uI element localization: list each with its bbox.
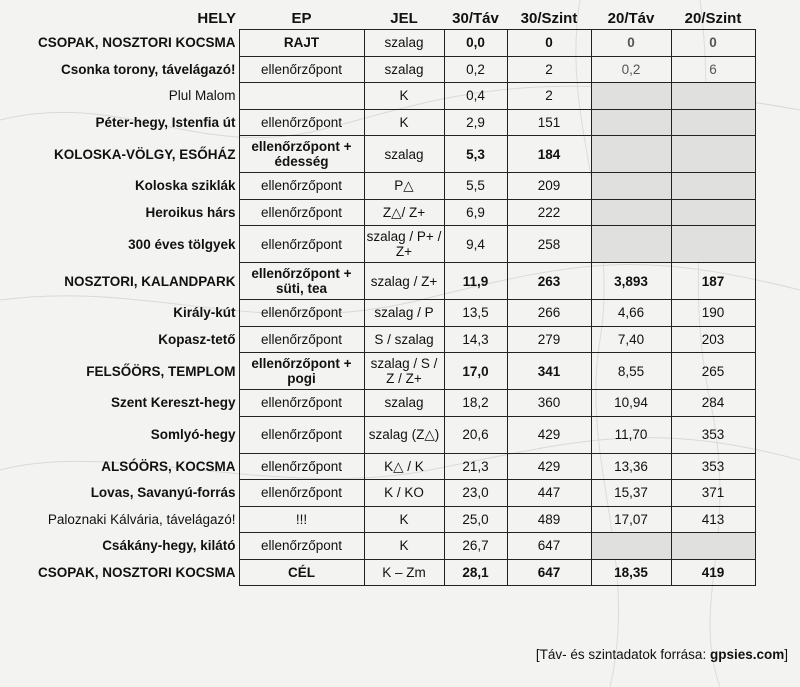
dist30-cell: 9,4 (444, 226, 507, 263)
dist30-cell: 25,0 (444, 506, 507, 533)
dist20-cell (591, 83, 671, 110)
route-table (6, 8, 756, 586)
header-30-tav: 30/Táv (452, 10, 499, 27)
ep-cell: ellenőrzőpont (239, 533, 364, 560)
header-ep: EP (291, 10, 312, 27)
jel-cell: szalag / P+ / Z+ (364, 226, 444, 263)
elev30-cell: 341 (507, 353, 591, 390)
elev30-cell: 263 (507, 263, 591, 300)
place-cell: CSOPAK, NOSZTORI KOCSMA (37, 564, 236, 580)
header-20-tav: 20/Táv (607, 10, 655, 27)
dist20-cell (591, 109, 671, 136)
table-row (6, 390, 755, 417)
elev20-cell: 353 (671, 416, 755, 453)
dist30-cell: 0,0 (444, 30, 507, 57)
dist30-cell: 13,5 (444, 300, 507, 327)
table-row (6, 506, 755, 533)
dist30-cell: 0,2 (444, 56, 507, 83)
ep-cell: ellenőrzőpont (239, 56, 364, 83)
elev30-cell: 0 (507, 30, 591, 57)
elev20-cell (671, 533, 755, 560)
ep-cell: ellenőrzőpont (239, 300, 364, 327)
dist30-cell: 14,3 (444, 326, 507, 353)
dist20-cell: 8,55 (591, 353, 671, 390)
dist30-cell: 6,9 (444, 199, 507, 226)
place-cell: Péter-hegy, Istenfia út (95, 114, 236, 130)
place-cell: KOLOSKA-VÖLGY, ESŐHÁZ (53, 146, 236, 162)
ep-cell: ellenőrzőpont (239, 480, 364, 507)
elev20-cell: 6 (671, 56, 755, 83)
place-cell: Plul Malom (168, 88, 236, 104)
elev30-cell: 151 (507, 109, 591, 136)
elev20-cell (671, 226, 755, 263)
ep-cell: ellenőrzőpont + pogi (239, 353, 364, 390)
dist30-cell: 28,1 (444, 559, 507, 586)
ep-cell: ellenőrzőpont (239, 226, 364, 263)
place-cell: Csonka torony, távelágazó! (60, 61, 236, 77)
source-footnote (520, 647, 788, 662)
elev30-cell: 279 (507, 326, 591, 353)
elev30-cell: 266 (507, 300, 591, 327)
dist20-cell: 0 (591, 30, 671, 57)
ep-cell: ellenőrzőpont (239, 199, 364, 226)
elev20-cell (671, 109, 755, 136)
table-row (6, 109, 755, 136)
elev20-cell: 419 (671, 559, 755, 586)
jel-cell: K (364, 109, 444, 136)
dist30-cell: 0,4 (444, 83, 507, 110)
elev20-cell: 203 (671, 326, 755, 353)
table-row (6, 173, 755, 200)
elev20-cell: 413 (671, 506, 755, 533)
ep-cell: ellenőrzőpont (239, 109, 364, 136)
jel-cell: szalag (364, 30, 444, 57)
dist20-cell: 17,07 (591, 506, 671, 533)
elev30-cell: 258 (507, 226, 591, 263)
footnote-prefix: [Táv- és szintadatok forrása: (535, 647, 710, 662)
jel-cell: szalag (364, 56, 444, 83)
elev30-cell: 2 (507, 56, 591, 83)
ep-cell: ellenőrzőpont + süti, tea (239, 263, 364, 300)
table-row (6, 226, 755, 263)
dist30-cell: 11,9 (444, 263, 507, 300)
elev30-cell: 447 (507, 480, 591, 507)
dist20-cell (591, 199, 671, 226)
dist20-cell: 0,2 (591, 56, 671, 83)
dist30-cell: 5,5 (444, 173, 507, 200)
elev30-cell: 647 (507, 559, 591, 586)
place-cell: NOSZTORI, KALANDPARK (64, 273, 236, 289)
place-cell: Lovas, Savanyú-forrás (90, 485, 236, 501)
elev30-cell: 429 (507, 416, 591, 453)
place-cell: FELSŐÖRS, TEMPLOM (86, 363, 236, 379)
dist30-cell: 26,7 (444, 533, 507, 560)
table-row (6, 559, 755, 586)
jel-cell: K (364, 506, 444, 533)
dist30-cell: 2,9 (444, 109, 507, 136)
jel-cell: K – Zm (364, 559, 444, 586)
elev20-cell (671, 136, 755, 173)
ep-cell: CÉL (239, 559, 364, 586)
dist20-cell: 15,37 (591, 480, 671, 507)
dist30-cell: 18,2 (444, 390, 507, 417)
dist20-cell: 10,94 (591, 390, 671, 417)
place-cell: Csákány-hegy, kilátó (102, 538, 236, 554)
dist20-cell: 18,35 (591, 559, 671, 586)
elev30-cell: 489 (507, 506, 591, 533)
table-row (6, 480, 755, 507)
ep-cell (239, 83, 364, 110)
elev20-cell: 284 (671, 390, 755, 417)
place-cell: 300 éves tölgyek (128, 236, 236, 252)
dist30-cell: 23,0 (444, 480, 507, 507)
jel-cell: K (364, 533, 444, 560)
table-row (6, 533, 755, 560)
dist20-cell (591, 533, 671, 560)
header-row (6, 8, 755, 30)
place-cell: Kopasz-tető (158, 331, 236, 347)
table-row (6, 416, 755, 453)
jel-cell: szalag / Z+ (364, 263, 444, 300)
table-row (6, 30, 755, 57)
elev30-cell: 184 (507, 136, 591, 173)
jel-cell: szalag / S / Z / Z+ (364, 353, 444, 390)
table-row (6, 353, 755, 390)
ep-cell: RAJT (239, 30, 364, 57)
footnote-site: gpsies.com (709, 647, 785, 662)
elev20-cell: 265 (671, 353, 755, 390)
elev30-cell: 209 (507, 173, 591, 200)
jel-cell: szalag (Z△) (364, 416, 444, 453)
table-body (6, 30, 755, 586)
dist30-cell: 20,6 (444, 416, 507, 453)
ep-cell: ellenőrzőpont + édesség (239, 136, 364, 173)
elev20-cell (671, 173, 755, 200)
place-cell: Paloznaki Kálvária, távelágazó! (47, 511, 236, 527)
jel-cell: szalag (364, 136, 444, 173)
elev20-cell (671, 83, 755, 110)
elev30-cell: 429 (507, 453, 591, 480)
place-cell: Somlyó-hegy (150, 427, 236, 442)
header-20-szint: 20/Szint (684, 10, 742, 27)
dist20-cell: 4,66 (591, 300, 671, 327)
table-row (6, 300, 755, 327)
elev20-cell: 190 (671, 300, 755, 327)
table-row (6, 263, 755, 300)
dist20-cell (591, 136, 671, 173)
ep-cell: ellenőrzőpont (239, 416, 364, 453)
jel-cell: K△ / K (364, 453, 444, 480)
dist20-cell: 7,40 (591, 326, 671, 353)
jel-cell: P△ (364, 173, 444, 200)
header-30-szint: 30/Szint (520, 10, 578, 27)
dist20-cell (591, 173, 671, 200)
elev30-cell: 360 (507, 390, 591, 417)
ep-cell: ellenőrzőpont (239, 326, 364, 353)
dist30-cell: 17,0 (444, 353, 507, 390)
elev20-cell: 0 (671, 30, 755, 57)
place-cell: Király-kút (173, 305, 236, 321)
jel-cell: szalag (364, 390, 444, 417)
header-jel: JEL (390, 10, 418, 27)
table-row (6, 56, 755, 83)
jel-cell: szalag / P (364, 300, 444, 327)
jel-cell: S / szalag (364, 326, 444, 353)
table-row (6, 453, 755, 480)
jel-cell: Z△/ Z+ (364, 199, 444, 226)
footnote-suffix: ] (784, 647, 788, 662)
ep-cell: !!! (239, 506, 364, 533)
elev20-cell: 187 (671, 263, 755, 300)
ep-cell: ellenőrzőpont (239, 453, 364, 480)
table-row (6, 83, 755, 110)
jel-cell: K / KO (364, 480, 444, 507)
dist30-cell: 5,3 (444, 136, 507, 173)
table-row (6, 199, 755, 226)
elev30-cell: 2 (507, 83, 591, 110)
table-row (6, 136, 755, 173)
ep-cell: ellenőrzőpont (239, 173, 364, 200)
elev20-cell: 371 (671, 480, 755, 507)
dist30-cell: 21,3 (444, 453, 507, 480)
dist20-cell: 13,36 (591, 453, 671, 480)
ep-cell: ellenőrzőpont (239, 390, 364, 417)
place-cell: CSOPAK, NOSZTORI KOCSMA (37, 35, 236, 51)
elev20-cell (671, 199, 755, 226)
elev20-cell: 353 (671, 453, 755, 480)
place-cell: ALSÓÖRS, KOCSMA (101, 458, 236, 474)
dist20-cell: 3,893 (591, 263, 671, 300)
place-cell: Heroikus hárs (145, 204, 236, 220)
elev30-cell: 647 (507, 533, 591, 560)
jel-cell: K (364, 83, 444, 110)
elev30-cell: 222 (507, 199, 591, 226)
place-cell: Szent Kereszt-hegy (110, 395, 236, 411)
table-row (6, 326, 755, 353)
dist20-cell: 11,70 (591, 416, 671, 453)
header-hely: HELY (197, 10, 236, 28)
dist20-cell (591, 226, 671, 263)
place-cell: Koloska sziklák (134, 178, 236, 194)
